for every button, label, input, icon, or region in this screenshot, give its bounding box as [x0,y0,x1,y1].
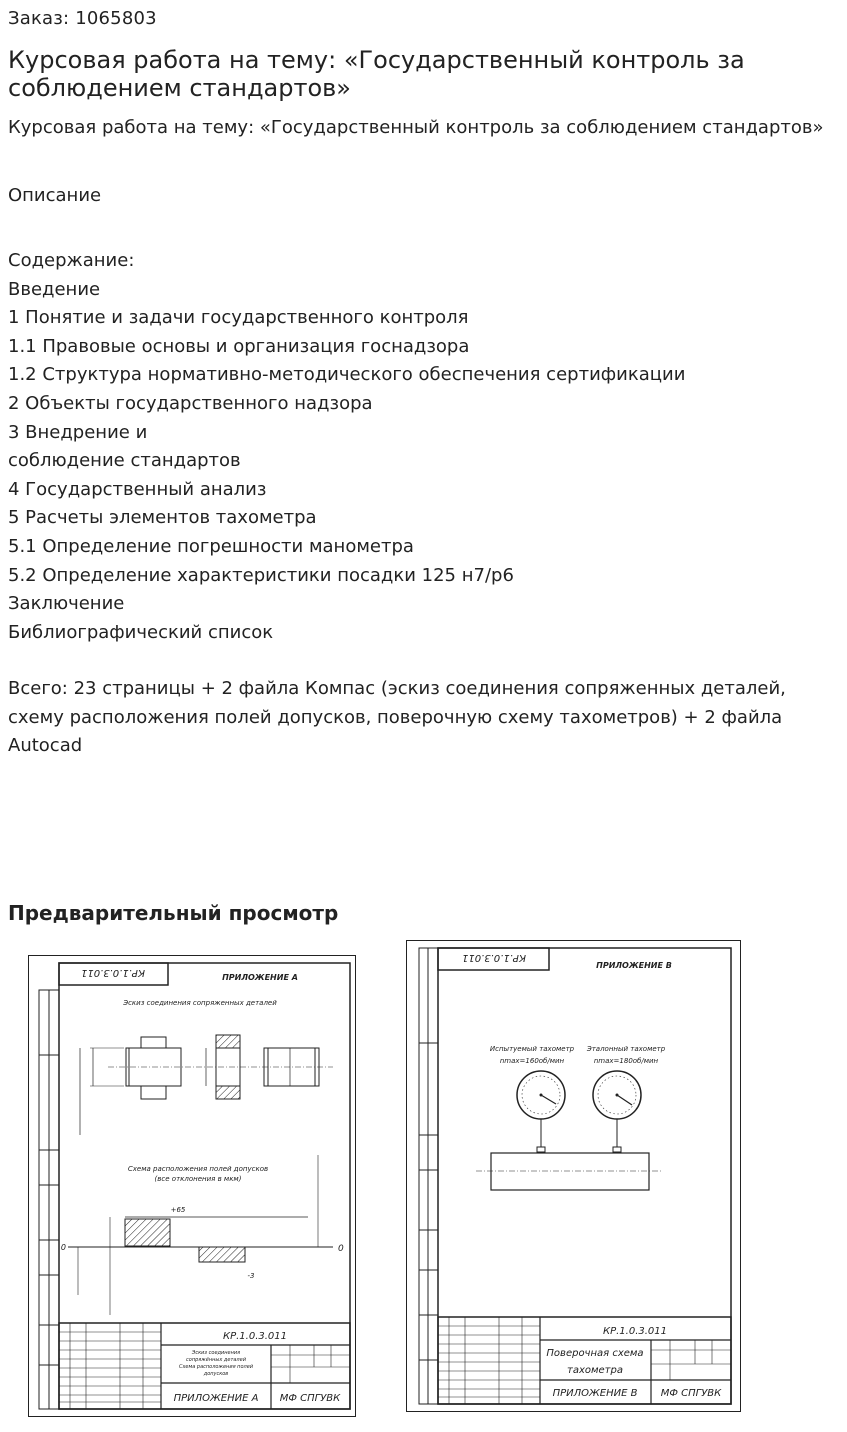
drawing-sheet-a [28,955,358,1419]
deviation-top: +65 [170,1206,186,1214]
toc-item: 1.2 Структура нормативно-методического обеспечения сертификации [8,364,686,386]
organization-label: МФ СПГУВК [660,1388,722,1399]
stamp-code: КР.1.0.3.011 [461,952,527,963]
sketch-title: Эскиз соединения сопряженных деталей [123,999,277,1007]
toc-item: 5.1 Определение погрешности манометра [8,535,414,557]
doc-name-line: Поверочная схема [546,1348,644,1359]
toc-item: 5.2 Определение характеристики посадки 125 н7/р6 [8,564,514,586]
tachometer-reference-icon [593,1071,641,1119]
toc-item: Содержание: [8,250,135,271]
doc-name-line: Эскиз соединения [191,1350,241,1356]
deviation-bottom: -3 [247,1272,255,1280]
toc-item: 3 Внедрение и [8,421,148,443]
toc-item: 5 Расчеты элементов тахометра [8,507,317,529]
doc-name-line: Схема расположения полей [178,1364,254,1370]
doc-name-line: тахометра [567,1365,623,1376]
page-title: Курсовая работа на тему: «Государственный контроль за соблюдением стандартов» [8,46,745,102]
gauge-1-range: nmax=160об/мин [499,1057,565,1065]
gauge-2-label: Эталонный тахометр [586,1045,666,1053]
toc-item: соблюдение стандартов [8,450,241,472]
toc-item: Заключение [8,593,125,615]
main-code: КР.1.0.3.011 [602,1326,668,1337]
scheme-title-1: Схема расположения полей допусков [127,1165,269,1173]
toc-item: 1 Понятие и задачи государственного контроля [8,307,469,329]
preview-heading: Предварительный просмотр [8,901,339,925]
description-heading: Описание [8,185,102,206]
scheme-title-2: (все отклонения в мкм) [154,1175,242,1183]
gauge-1-label: Испытуемый тахометр [489,1045,575,1053]
tachometer-test-icon [517,1071,565,1119]
zero-mark-right: 0 [338,1244,344,1254]
toc-item: Библиографический список [8,621,274,643]
sheet-header: ПРИЛОЖЕНИЕ В [596,961,672,970]
main-code: КР.1.0.3.011 [222,1331,288,1342]
preview-sheet-b[interactable] [406,940,742,1414]
appendix-label: ПРИЛОЖЕНИЕ А [173,1393,259,1404]
order-number: Заказ: 1065803 [8,8,157,29]
gauge-2-range: nmax=180об/мин [593,1057,659,1065]
page-subtitle: Курсовая работа на тему: «Государственный контроль за соблюдением стандартов» [8,117,824,138]
toc-item: 4 Государственный анализ [8,478,267,500]
toc-item: 2 Объекты государственного надзора [8,392,373,414]
appendix-label: ПРИЛОЖЕНИЕ В [552,1388,638,1399]
zero-mark-left: 0 [60,1243,66,1252]
organization-label: МФ СПГУВК [279,1393,341,1404]
toc-item: 1.1 Правовые основы и организация госнадзора [8,335,470,357]
total-summary: Всего: 23 страницы + 2 файла Компас (эскиз соединения сопряженных деталей, схему расположения полей допусков, поверочную схему тахометров) + 2 файла Autocad [8,678,786,757]
doc-name-line: допусков [203,1371,229,1377]
sheet-header: ПРИЛОЖЕНИЕ А [222,973,298,982]
stamp-code: КР.1.0.3.011 [80,967,146,978]
toc-item: Введение [8,278,101,300]
drawing-sheet-b [406,940,742,1414]
doc-name-line: сопряжённых деталей [186,1357,246,1363]
table-of-contents [8,247,685,647]
preview-sheet-a[interactable] [28,955,358,1419]
